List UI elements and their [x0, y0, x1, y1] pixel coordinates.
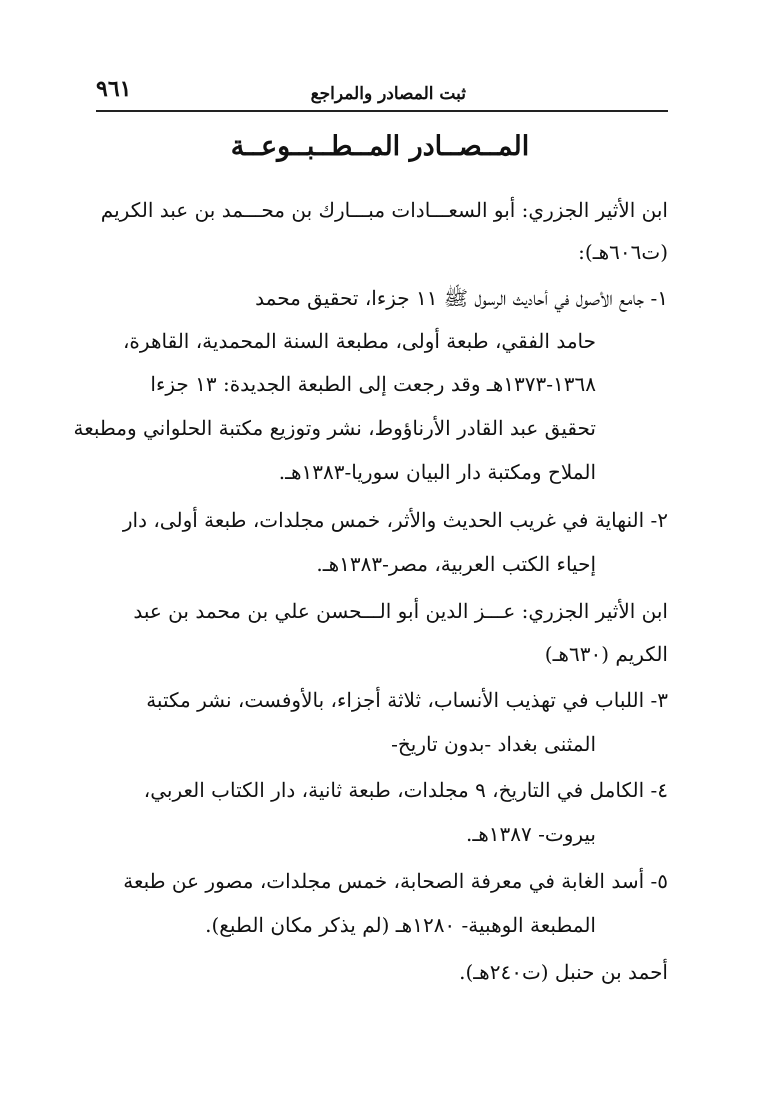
running-header [96, 70, 668, 110]
item-entry-line: حامد الفقي، طبعة أولى، مطبعة السنة المحمدية، القاهرة، [122, 329, 596, 353]
author-entry-line: ابن الأثير الجزري: أبو السعـــادات مبـــارك بن محـــمد بن عبد الكريم [100, 198, 668, 222]
author-entry-line: الكريم (٦٣٠هـ) [544, 642, 668, 666]
header-rule [96, 110, 668, 112]
running-title: ثبت المصادر والمراجع [310, 84, 466, 104]
item-entry-line: ١٣٦٨-١٣٧٣هـ وقد رجعت إلى الطبعة الجديدة: ١٣ جزءا [150, 372, 596, 396]
item-entry-line: الملاح ومكتبة دار البيان سوريا-١٣٨٣هـ. [278, 460, 596, 484]
author-entry-line: (ت٦٠٦هـ): [578, 240, 668, 264]
item-entry-line: ١- جامع الأصول في أحاديث الرسول ﷺ ١١ جزءا، تحقيق محمد [255, 286, 668, 310]
item-entry-line: ٥- أسد الغابة في معرفة الصحابة، خمس مجلدات، مصور عن طبعة [123, 869, 668, 893]
item-entry-line: ٢- النهاية في غريب الحديث والأثر، خمس مجلدات، طبعة أولى، دار [122, 508, 668, 532]
item-entry-line: ٤- الكامل في التاريخ، ٩ مجلدات، طبعة ثانية، دار الكتاب العربي، [143, 778, 668, 802]
author-entry-line: ابن الأثير الجزري: عـــز الدين أبو الـــحسن علي بن محمد بن عبد [133, 599, 668, 623]
author-entry-line: أحمد بن حنبل (ت٢٤٠هـ). [459, 960, 668, 984]
item-entry-line: بيروت- ١٣٨٧هـ. [466, 822, 596, 846]
section-title: المــصــادر المــطــبــوعــة [230, 131, 530, 162]
item-entry-line: تحقيق عبد القادر الأرناؤوط، نشر وتوزيع مكتبة الحلواني ومطبعة [73, 416, 596, 440]
item-entry-line: إحياء الكتب العربية، مصر-١٣٨٣هـ. [316, 552, 596, 576]
item-entry-line: ٣- اللباب في تهذيب الأنساب، ثلاثة أجزاء، بالأوفست، نشر مكتبة [146, 688, 668, 712]
page-number: ٩٦١ [96, 76, 132, 102]
item-entry-line: المطبعة الوهبية- ١٢٨٠هـ (لم يذكر مكان الطبع). [205, 913, 596, 937]
item-entry-line: المثنى بغداد -بدون تاريخ- [391, 732, 596, 756]
